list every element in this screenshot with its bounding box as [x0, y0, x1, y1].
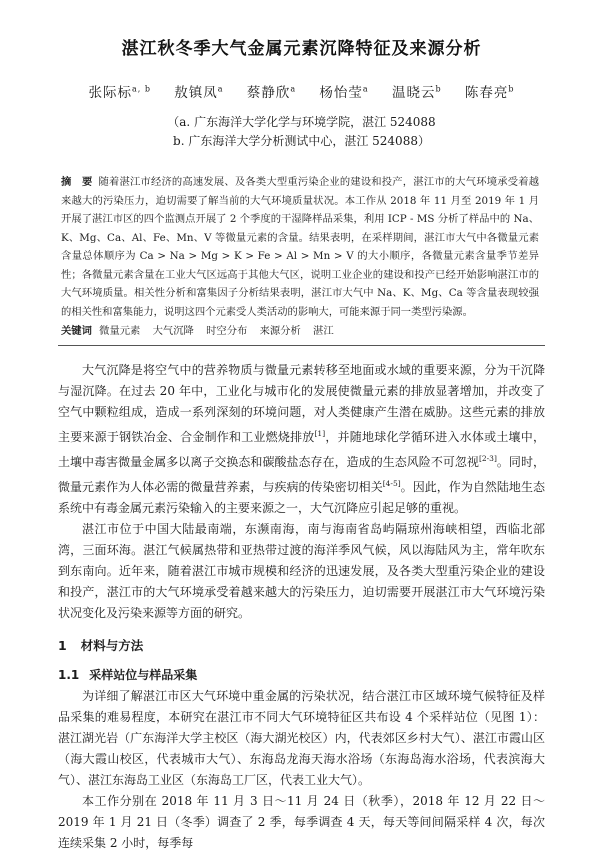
- keyword: 微量元素: [99, 325, 141, 337]
- affiliations: [58, 113, 545, 151]
- paper-page: [0, 34, 600, 850]
- author-affil-mark: b: [508, 84, 515, 94]
- methods-paragraph-2: 本工作分别在 2018 年 11 月 3 日～11 月 24 日（秋季），2018 年 12 月 22 日～2019 年 1 月 21 日（冬季）调查了 2 季，每季调查 4 天，每天等间间隔采样 4 次，每次连续采集 2 小时，每季每: [58, 794, 545, 850]
- text-run: 。同时，微量元素作为人体必需的微量营养素，与疾病的传染密切相关: [58, 455, 545, 494]
- author-affil-mark: a: [290, 84, 297, 94]
- section-title: 材料与方法: [80, 638, 144, 653]
- citation[interactable]: [2-3]: [478, 454, 497, 463]
- author-name: 温晓云: [391, 85, 436, 101]
- author-name: 蔡静欣: [246, 85, 291, 101]
- section-heading: [58, 635, 545, 656]
- subsection-heading: [58, 665, 545, 686]
- intro-paragraph-1: [58, 360, 545, 519]
- author: [88, 85, 150, 101]
- citation[interactable]: [1]: [314, 429, 326, 438]
- author: [465, 85, 515, 101]
- text-run: 。因此，作为自然陆地生态系统中有毒金属元素污染输入的主要来源之一，大气沉降应引起足够的重视。: [58, 480, 545, 515]
- paper-title: 湛江秋冬季大气金属元素沉降特征及来源分析: [121, 39, 482, 59]
- author: [392, 85, 442, 101]
- methods-paragraph-1: 为详细了解湛江市区大气环境中重金属的污染状况，结合湛江市区域环境气候特征及样品采集的难易程度，本研究在湛江市不同大气环境特征区共布设 4 个采样站位（见图 1）：湛江湖光岩（广东海洋大学主校区（海大湖光校区）内，代表郊区乡村大气）、湛江市霞山区（海大霞山校区，代表城市大气）、东海岛龙海天海水浴场（东海岛海水浴场，代表滨海大气）、湛江东海岛工业区（东海岛工厂区，代表工业大气）。: [58, 689, 545, 787]
- abstract: [58, 173, 545, 321]
- keywords-label: 关键词: [61, 325, 92, 337]
- abstract-text: 随着湛江市经济的高速发展、及各类大型重污染企业的建设和投产，湛江市的大气环境承受着越来越大的污染压力，迫切需要了解当前的大气环境质量状况。本工作从 2018 年 11 月至 2019 年 1 月开展了湛江市区的四个监测点开展了 2 个季度的干湿降样品采集，利用 ICP - MS 分析了样品中的 Na、K、Mg、Ca、Al、Fe、Mn、V 等微量元素的含量。结果表明，在采样期间，湛江市大气中各微量元素含量总体顺序为 Ca > Na > Mg > K > Fe > Al > Mn > V 的大小顺序，各微量元素含量季节差异性；各微量元素含量在工业大气区远高于其他大气区，说明工业企业的建设和投产已经开始影响湛江市的大气环境质量。相关性分析和富集因子分析结果表明，湛江市大气中 Na、K、Mg、Ca 等含量表现较强的相关性和富集能力，说明这四个元素受人类活动的影响大，可能来源于同一类型污染源。: [61, 176, 540, 318]
- author-list: [58, 81, 545, 101]
- affiliation-b: b. 广东海洋大学分析测试中心，湛江 524088）: [173, 134, 430, 148]
- affiliation-a: （a. 广东海洋大学化学与环境学院，湛江 524088: [167, 115, 436, 129]
- author: [174, 85, 223, 101]
- divider: [58, 345, 545, 346]
- section-number: 1: [58, 638, 67, 653]
- author-affil-mark: a, b: [131, 84, 151, 94]
- author: [247, 85, 296, 101]
- author-name: 张际标: [88, 85, 132, 101]
- keyword: 来源分析: [259, 325, 301, 337]
- subsection-number: 1.1: [58, 668, 80, 682]
- author-name: 陈春亮: [464, 85, 509, 101]
- author-affil-mark: b: [435, 84, 442, 94]
- author-name: 杨怡莹: [319, 85, 363, 101]
- subsection-title: 采样站位与样品采集: [89, 668, 198, 682]
- body-text: [58, 360, 545, 854]
- keyword: 湛江: [313, 325, 334, 337]
- abstract-label: 摘 要: [61, 176, 93, 188]
- author-affil-mark: a: [362, 84, 369, 94]
- author-name: 敖镇凤: [174, 85, 218, 101]
- intro-paragraph-2: 湛江市位于中国大陆最南端，东濒南海，南与海南省岛屿隔琼州海峡相望，西临北部湾，三面环海。湛江气候属热带和亚热带过渡的海洋季风气候，风以海陆风为主，常年吹东到东南向。近年来，随着湛江市城市规模和经济的迅速发展，及各类大型重污染企业的建设和投产，湛江市的大气环境承受着越来越大的污染压力，迫切需要开展湛江市大气环境污染状况变化及污染来源等方面的研究。: [58, 522, 545, 620]
- citation[interactable]: [4-5]: [382, 479, 401, 488]
- author-affil-mark: a: [217, 84, 224, 94]
- keyword: 时空分布: [206, 325, 248, 337]
- author: [319, 85, 368, 101]
- text-run: ，并随地球化学循环进入水体或土壤中，土壤中毒害微量金属多以离子交换态和碳酸盐态存在，造成的生态风险不可忽视: [58, 430, 545, 469]
- text-run: 大气沉降是将空气中的营养物质与微量元素转移至地面或水域的重要来源，分为干沉降与湿沉降。在过去 20 年中，工业化与城市化的发展使微量元素的排放显著增加，并改变了空气中颗粒组成，造成一系列深刻的环境问题，对人类健康产生潜在威胁。这些元素的排放主要来源于钢铁冶金、合金制作和工业燃烧排放: [58, 363, 545, 444]
- keywords: [58, 322, 545, 337]
- keyword: 大气沉降: [152, 325, 194, 337]
